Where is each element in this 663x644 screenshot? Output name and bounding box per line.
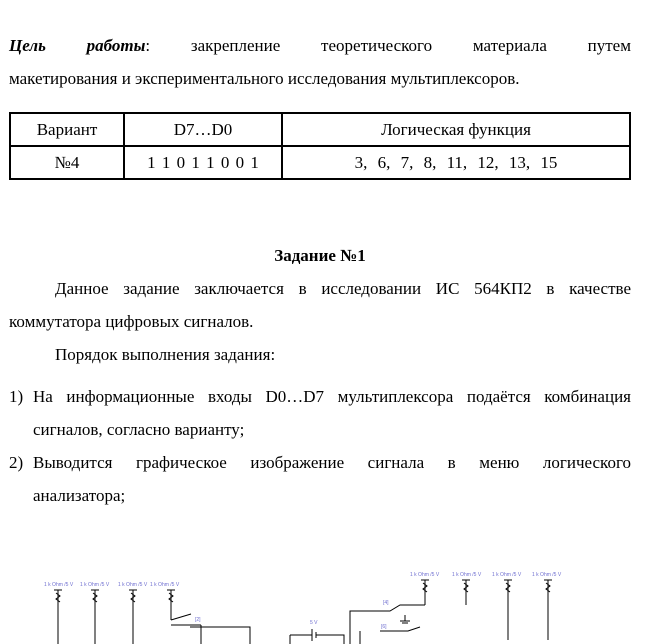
resistor-label: 1 k Ohm /5 V <box>492 572 522 578</box>
list-item-line-1: Выводится графическое изображение сигнала в меню логического <box>33 453 631 472</box>
cell-variant: №4 <box>10 146 124 179</box>
resistor-label: 1 k Ohm /5 V <box>150 582 180 588</box>
battery-label: 5 V <box>310 620 318 626</box>
goal-text: закрепление теоретического материала путем <box>150 36 631 55</box>
goal-line-1: Цель работы: закрепление теоретического материала путем <box>9 36 631 55</box>
cell-inputs: 1 1 0 1 1 0 0 1 <box>124 146 282 179</box>
resistor-label: 1 k Ohm /5 V <box>118 582 148 588</box>
list-item-number: 2) <box>9 453 24 472</box>
circuit-schematic <box>0 555 663 644</box>
resistor-label: 1 k Ohm /5 V <box>532 572 562 578</box>
table-header-row <box>10 113 630 146</box>
header-function: Логическая функция <box>282 113 630 146</box>
task-intro-line-2: коммутатора цифровых сигналов. <box>9 312 254 331</box>
resistor-label: 1 k Ohm /5 V <box>44 582 74 588</box>
resistor-label: 1 k Ohm /5 V <box>410 572 440 578</box>
resistor-label: 1 k Ohm /5 V <box>452 572 482 578</box>
switch-label: [6] <box>381 624 387 630</box>
goal-label: Цель работы <box>9 36 146 55</box>
resistor-label: 1 k Ohm /5 V <box>80 582 110 588</box>
cell-function: 3, 6, 7, 8, 11, 12, 13, 15 <box>282 146 630 179</box>
table-row <box>10 146 630 179</box>
switch-label: [2] <box>195 617 201 623</box>
list-item <box>9 446 631 512</box>
list-item-number: 1) <box>9 387 24 406</box>
variant-table <box>9 112 631 180</box>
list-item-line-1: На информационные входы D0…D7 мультиплексора подаётся комбинация <box>33 387 631 406</box>
header-inputs: D7…D0 <box>124 113 282 146</box>
list-item <box>9 380 631 446</box>
goal-line-2: макетирования и экспериментального исследования мультиплексоров. <box>9 69 520 88</box>
task-order: Порядок выполнения задания: <box>55 345 276 364</box>
task-intro-line-1: Данное задание заключается в исследовании ИС 564КП2 в качестве <box>55 279 631 298</box>
list-item-line-2: сигналов, согласно варианту; <box>33 420 245 439</box>
header-variant: Вариант <box>10 113 124 146</box>
task-title: Задание №1 <box>274 246 366 265</box>
switch-label: [4] <box>383 600 389 606</box>
list-item-line-2: анализатора; <box>33 486 126 505</box>
